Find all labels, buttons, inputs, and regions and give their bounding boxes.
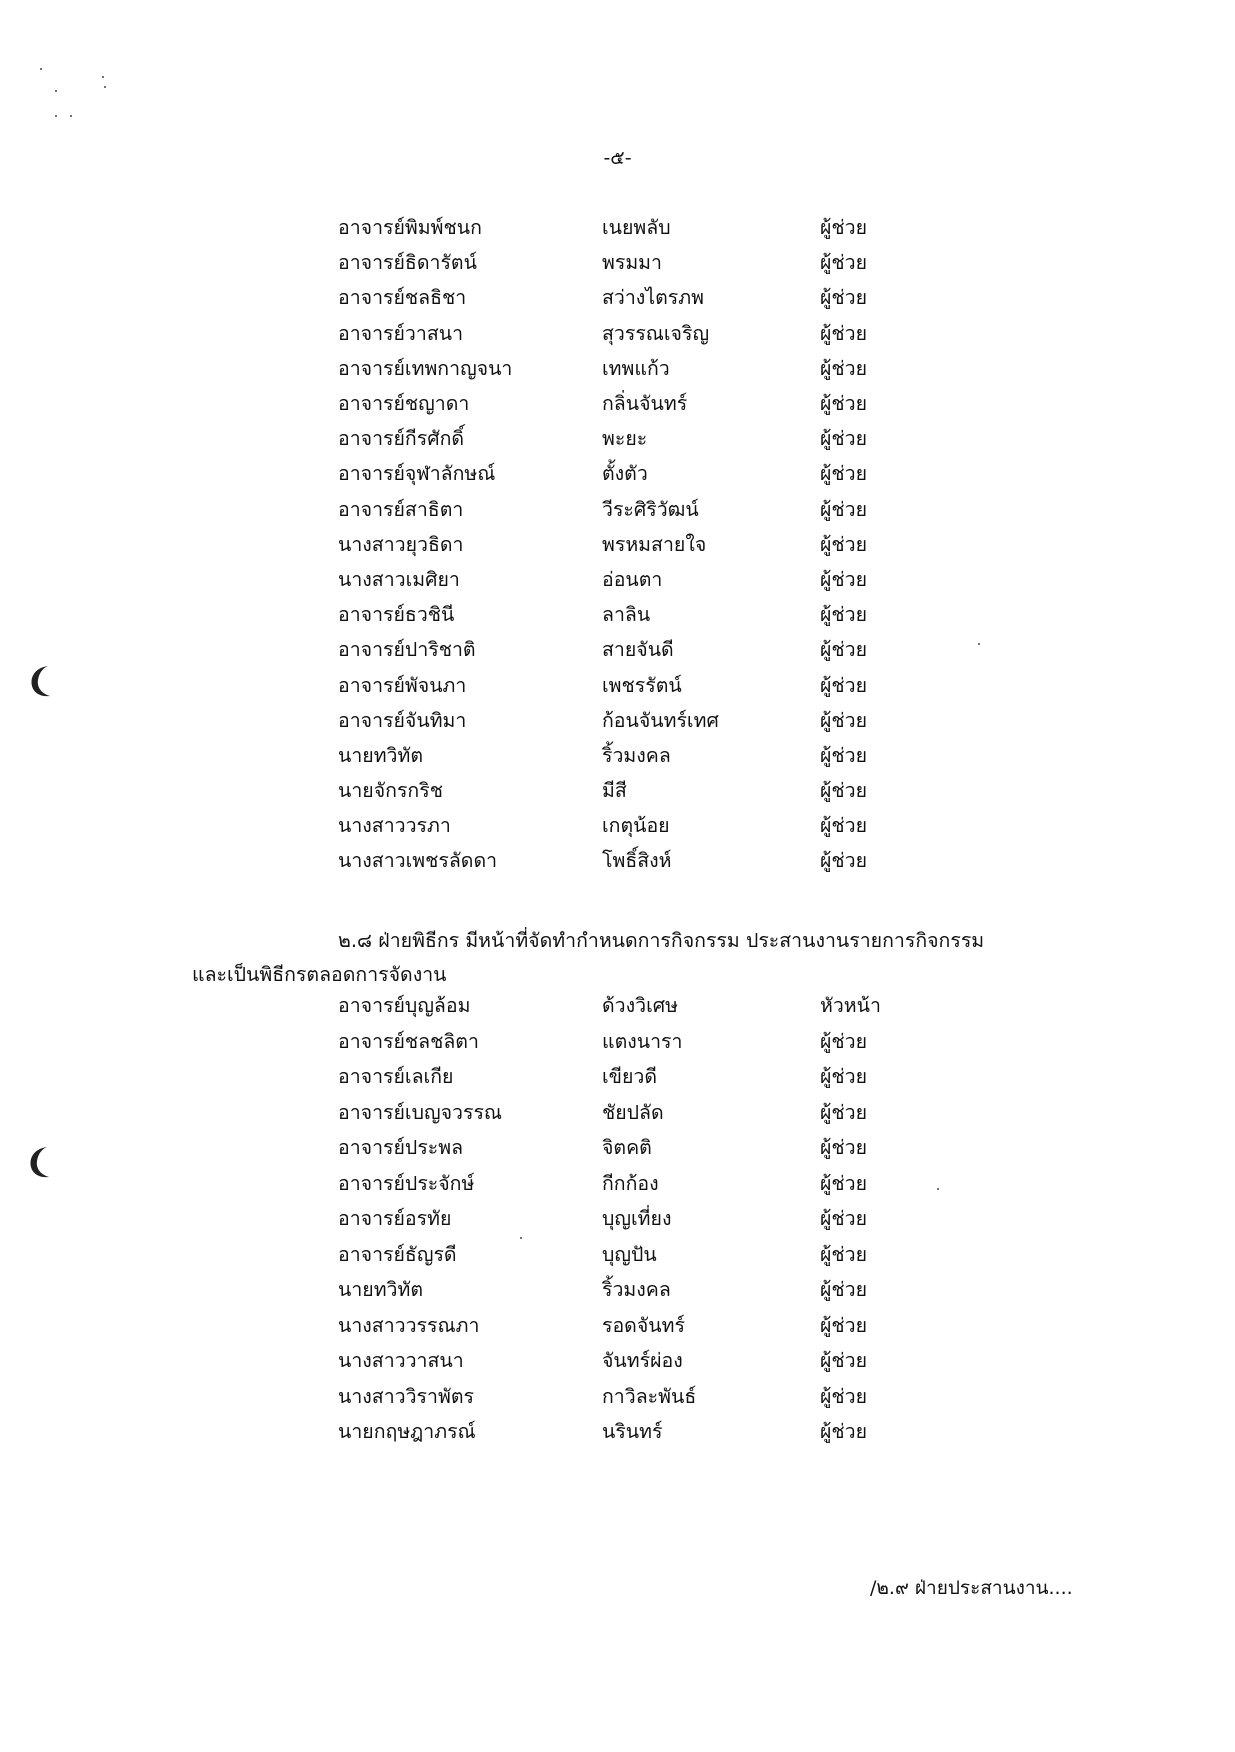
given-name: อาจารย์บุญล้อม	[338, 994, 471, 1018]
speck	[40, 68, 42, 70]
given-name: นางสาววาสนา	[338, 1349, 464, 1373]
binder-hole-mark-icon	[27, 1145, 53, 1179]
surname: บุญเที่ยง	[602, 1207, 672, 1231]
speck	[104, 86, 106, 88]
surname: กาวิละพันธ์	[602, 1384, 697, 1408]
given-name: นางสาววิราพัตร	[338, 1384, 474, 1408]
speck	[102, 76, 104, 78]
surname: พะยะ	[602, 427, 648, 451]
role: ผู้ช่วย	[820, 1242, 868, 1266]
list-item	[338, 386, 1058, 421]
surname: เพชรรัตน์	[602, 673, 682, 697]
surname: กลิ่นจันทร์	[602, 392, 688, 416]
section-heading-line2: และเป็นพิธีกรตลอดการจัดงาน	[192, 963, 447, 986]
list-item	[338, 808, 1058, 843]
role: ผู้ช่วย	[820, 1384, 868, 1408]
given-name: อาจารย์ประพล	[338, 1136, 464, 1160]
given-name: นายกฤษฎาภรณ์	[338, 1420, 476, 1444]
list-item	[338, 773, 1058, 808]
list-item	[338, 210, 1058, 245]
given-name: อาจารย์ชลชลิตา	[338, 1029, 479, 1053]
surname: ด้วงวิเศษ	[602, 994, 678, 1018]
list-item	[338, 492, 1058, 527]
surname: ชัยปลัด	[602, 1100, 664, 1124]
list-item	[338, 456, 1058, 491]
given-name: นางสาวยุวธิดา	[338, 532, 464, 556]
surname: นรินทร์	[602, 1420, 663, 1444]
list-item	[338, 1237, 1058, 1273]
list-item	[338, 1166, 1058, 1202]
role: ผู้ช่วย	[820, 673, 868, 697]
role: ผู้ช่วย	[820, 1065, 868, 1089]
list-item	[338, 843, 1058, 878]
section-heading-line1: ๒.๘ ฝ่ายพิธีกร มีหน้าที่จัดทำกำหนดการกิจกรรม ประสานงานรายการกิจกรรม	[338, 929, 985, 952]
given-name: นายทวิทัต	[338, 743, 424, 767]
surname: เนยพลับ	[602, 216, 671, 240]
list-item	[338, 1024, 1058, 1060]
surname: พรหมสายใจ	[602, 532, 707, 556]
role: ผู้ช่วย	[820, 567, 868, 591]
binder-hole-mark-icon	[28, 664, 54, 698]
role: ผู้ช่วย	[820, 1349, 868, 1373]
continuation-note: /๒.๙ ฝ่ายประสานงาน....	[870, 1577, 1073, 1599]
given-name: อาจารย์อรทัย	[338, 1207, 452, 1231]
surname: จิตคติ	[602, 1136, 652, 1160]
role: ผู้ช่วย	[820, 356, 868, 380]
role: ผู้ช่วย	[820, 1171, 868, 1195]
given-name: นางสาววรรณภา	[338, 1313, 480, 1337]
role: ผู้ช่วย	[820, 1100, 868, 1124]
surname: เกตุน้อย	[602, 814, 670, 838]
given-name: อาจารย์เทพกาญจนา	[338, 356, 513, 380]
role: ผู้ช่วย	[820, 286, 868, 310]
role: ผู้ช่วย	[820, 392, 868, 416]
role: ผู้ช่วย	[820, 814, 868, 838]
list-item	[338, 1379, 1058, 1415]
list-item	[338, 421, 1058, 456]
section-heading	[192, 924, 1092, 992]
list-item	[338, 1343, 1058, 1379]
list-item	[338, 527, 1058, 562]
list-item	[338, 245, 1058, 280]
given-name: อาจารย์พิมพ์ชนก	[338, 216, 482, 240]
committee-list	[338, 210, 1058, 879]
list-item	[338, 562, 1058, 597]
role: ผู้ช่วย	[820, 1313, 868, 1337]
list-item	[338, 280, 1058, 315]
given-name: อาจารย์ชญาดา	[338, 392, 470, 416]
surname: ริ้วมงคล	[602, 1278, 671, 1302]
list-item	[338, 703, 1058, 738]
list-item	[338, 1095, 1058, 1131]
role: ผู้ช่วย	[820, 321, 868, 345]
given-name: นางสาวเพชรลัดดา	[338, 849, 498, 873]
role: ผู้ช่วย	[820, 462, 868, 486]
speck	[55, 90, 57, 92]
page-number: -๕-	[603, 147, 632, 169]
surname: รอดจันทร์	[602, 1313, 685, 1337]
surname: ลาลิน	[602, 603, 651, 627]
surname: สว่างไตรภพ	[602, 286, 704, 310]
ceremony-team-list	[338, 988, 1058, 1450]
surname: โพธิ์สิงห์	[602, 849, 672, 873]
surname: แตงนารา	[602, 1029, 683, 1053]
surname: อ่อนตา	[602, 567, 663, 591]
surname: ริ้วมงคล	[602, 743, 671, 767]
role: ผู้ช่วย	[820, 1278, 868, 1302]
given-name: นางสาววรภา	[338, 814, 451, 838]
list-item	[338, 1201, 1058, 1237]
given-name: อาจารย์ธัญรดี	[338, 1242, 457, 1266]
role: ผู้ช่วย	[820, 1136, 868, 1160]
given-name: อาจารย์กีรศักดิ์	[338, 427, 465, 451]
given-name: อาจารย์ธิดารัตน์	[338, 251, 477, 275]
surname: กีกก้อง	[602, 1171, 659, 1195]
speck	[70, 115, 72, 117]
list-item	[338, 1308, 1058, 1344]
list-item	[338, 316, 1058, 351]
role: ผู้ช่วย	[820, 743, 868, 767]
given-name: อาจารย์ธวชินี	[338, 603, 455, 627]
role: ผู้ช่วย	[820, 708, 868, 732]
surname: จันทร์ผ่อง	[602, 1349, 683, 1373]
given-name: อาจารย์จุฬาลักษณ์	[338, 462, 496, 486]
list-item	[338, 988, 1058, 1024]
surname: วีระศิริวัฒน์	[602, 497, 699, 521]
given-name: อาจารย์เบญจวรรณ	[338, 1100, 503, 1124]
list-item	[338, 1414, 1058, 1450]
list-item	[338, 632, 1058, 667]
role: ผู้ช่วย	[820, 638, 868, 662]
role: ผู้ช่วย	[820, 427, 868, 451]
given-name: อาจารย์วาสนา	[338, 321, 464, 345]
list-item	[338, 597, 1058, 632]
given-name: อาจารย์พัจนภา	[338, 673, 467, 697]
given-name: นายทวิทัต	[338, 1278, 424, 1302]
role: ผู้ช่วย	[820, 1420, 868, 1444]
list-item	[338, 1130, 1058, 1166]
surname: พรมมา	[602, 251, 662, 275]
given-name: นางสาวเมศิยา	[338, 567, 460, 591]
given-name: นายจักรกริช	[338, 779, 443, 803]
role: หัวหน้า	[820, 994, 881, 1018]
given-name: อาจารย์เลเกีย	[338, 1065, 454, 1089]
given-name: อาจารย์จันทิมา	[338, 708, 467, 732]
surname: สายจันดี	[602, 638, 674, 662]
role: ผู้ช่วย	[820, 603, 868, 627]
given-name: อาจารย์ชลธิชา	[338, 286, 467, 310]
role: ผู้ช่วย	[820, 251, 868, 275]
surname: ตั้งตัว	[602, 462, 648, 486]
surname: บุญปัน	[602, 1242, 657, 1266]
role: ผู้ช่วย	[820, 532, 868, 556]
list-item	[338, 351, 1058, 386]
surname: เขียวดี	[602, 1065, 658, 1089]
surname: เทพแก้ว	[602, 356, 670, 380]
role: ผู้ช่วย	[820, 1207, 868, 1231]
surname: มีสี	[602, 779, 627, 803]
surname: ก้อนจันทร์เทศ	[602, 708, 719, 732]
list-item	[338, 1059, 1058, 1095]
speck	[55, 115, 57, 117]
given-name: อาจารย์ประจักษ์	[338, 1171, 475, 1195]
list-item	[338, 667, 1058, 702]
role: ผู้ช่วย	[820, 216, 868, 240]
role: ผู้ช่วย	[820, 779, 868, 803]
list-item	[338, 1272, 1058, 1308]
given-name: อาจารย์ปาริชาติ	[338, 638, 476, 662]
role: ผู้ช่วย	[820, 497, 868, 521]
given-name: อาจารย์สาธิตา	[338, 497, 464, 521]
role: ผู้ช่วย	[820, 849, 868, 873]
list-item	[338, 738, 1058, 773]
role: ผู้ช่วย	[820, 1029, 868, 1053]
surname: สุวรรณเจริญ	[602, 321, 710, 345]
